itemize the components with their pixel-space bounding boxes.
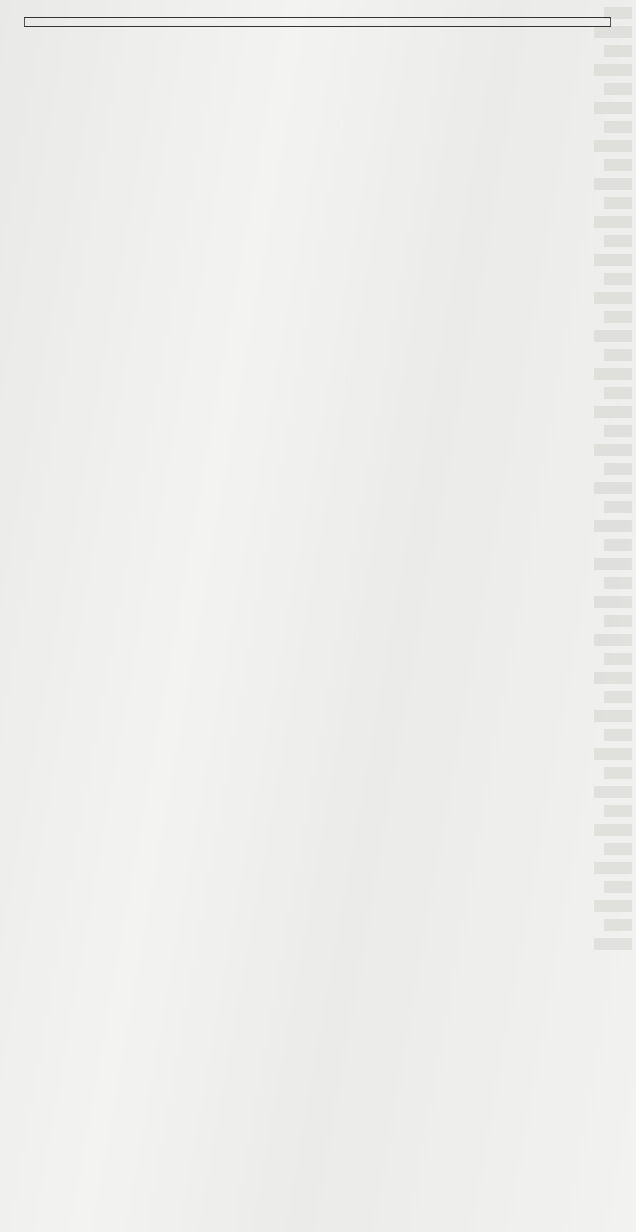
susceptibility-table	[24, 17, 611, 27]
show-through-text	[590, 0, 636, 1232]
leaflet-content	[24, 0, 590, 30]
lower-column	[118, 992, 588, 1016]
